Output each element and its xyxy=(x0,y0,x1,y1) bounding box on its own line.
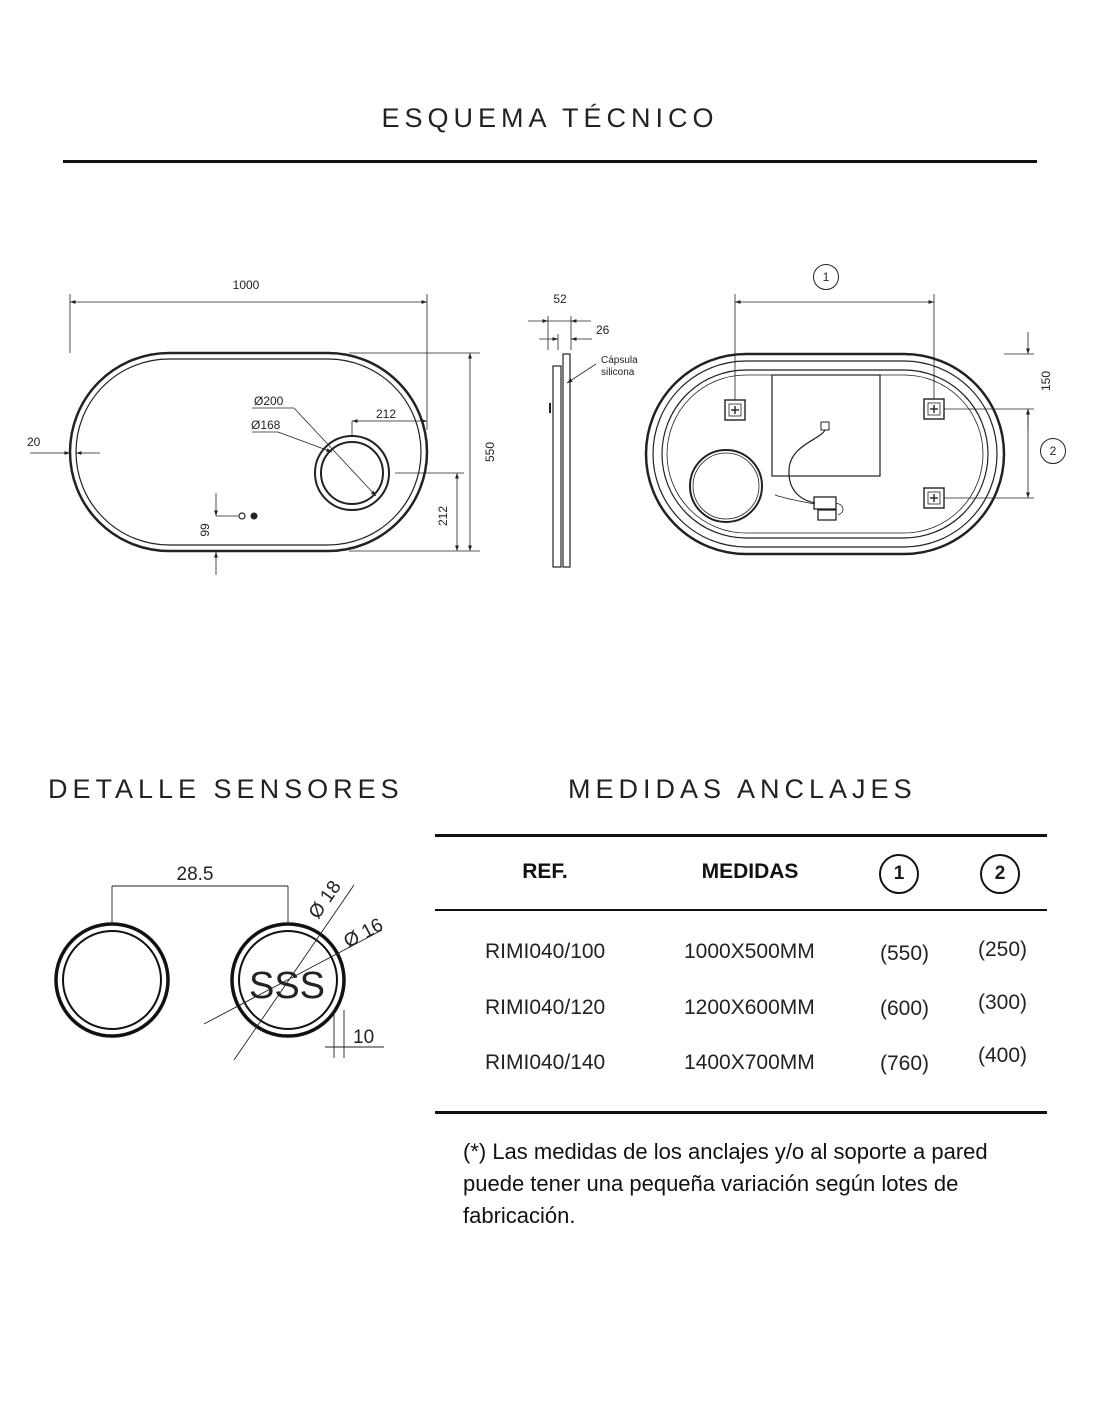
dim-sensor-inner: Ø 16 xyxy=(340,914,387,953)
row-3-v2: (400) xyxy=(978,1044,1028,1067)
dim-offset-x: 212 xyxy=(376,407,397,421)
back-dimension-labels xyxy=(823,270,1057,458)
dim-sensor-gap: 10 xyxy=(353,1027,375,1048)
connector xyxy=(821,422,829,430)
dim-sensor-spacing: 28.5 xyxy=(176,864,214,885)
side-view xyxy=(550,354,570,567)
dim-height: 550 xyxy=(483,441,497,463)
sensor-dimension-labels xyxy=(177,864,387,1048)
mirror-inner-outline xyxy=(76,359,421,545)
side-glass xyxy=(563,354,570,567)
dim-offset-y: 212 xyxy=(436,505,450,527)
sensor-left-inner xyxy=(63,931,161,1029)
header-col-2: 2 xyxy=(980,854,1020,894)
dim-depth-total: 52 xyxy=(553,292,567,306)
cable xyxy=(789,430,825,503)
side-frame xyxy=(553,366,561,567)
dim-sensor-outer: Ø 18 xyxy=(304,877,346,923)
page-title: ESQUEMA TÉCNICO xyxy=(381,103,719,133)
back-view xyxy=(646,354,1004,554)
back-dimensions xyxy=(735,265,1066,499)
dim-magnifier-outer: Ø200 xyxy=(254,394,284,408)
power-box xyxy=(814,497,836,509)
footnote: (*) Las medidas de los anclajes y/o al soporte a pared puede tener una pequeña variación según lotes de fabricación. xyxy=(463,1139,988,1228)
sensors-title: DETALLE SENSORES xyxy=(48,774,404,804)
dim-depth-frame: 26 xyxy=(596,323,610,337)
front-dimensions xyxy=(30,294,480,575)
anchor-bracket-3 xyxy=(924,488,944,508)
sensor-dot-filled xyxy=(251,513,258,520)
dim-magnifier-inner: Ø168 xyxy=(251,418,281,432)
table-bottom-rule xyxy=(435,1111,1047,1114)
row-2-ref: RIMI040/120 xyxy=(485,996,606,1019)
capsule-label-1: Cápsula xyxy=(601,355,638,366)
side-dimensions xyxy=(528,316,596,383)
row-3-medidas: 1400X700MM xyxy=(684,1051,815,1074)
capsule-label-2: silicona xyxy=(601,367,635,378)
back-inner-outline xyxy=(653,361,997,547)
row-2-v1: (600) xyxy=(880,997,930,1020)
row-3-v1: (760) xyxy=(880,1052,930,1075)
header-ref: REF. xyxy=(522,860,568,883)
side-dimension-labels xyxy=(553,292,638,378)
header-col-1: 1 xyxy=(879,854,919,894)
callout-1-label: 1 xyxy=(822,270,830,284)
dim-border: 20 xyxy=(27,435,41,449)
row-1-v1: (550) xyxy=(880,942,930,965)
anchor-bracket-1 xyxy=(725,400,745,420)
dim-sensor-height: 99 xyxy=(198,523,212,537)
sensor-dot-open xyxy=(239,513,245,519)
row-1-ref: RIMI040/100 xyxy=(485,940,606,963)
sensor-label: SSS xyxy=(248,965,326,1007)
callout-2-label: 2 xyxy=(1049,444,1057,458)
back-magnifier xyxy=(690,450,762,522)
magnifier-outer xyxy=(315,436,389,510)
driver-box xyxy=(772,375,880,476)
table-top-rule xyxy=(435,834,1047,837)
row-2-medidas: 1200X600MM xyxy=(684,996,815,1019)
anchor-bracket-2 xyxy=(924,399,944,419)
row-3-ref: RIMI040/140 xyxy=(485,1051,606,1074)
sensor-left-outer xyxy=(56,924,168,1036)
table-header-rule xyxy=(435,909,1047,911)
anchors-title: MEDIDAS ANCLAJES xyxy=(568,774,917,804)
row-2-v2: (300) xyxy=(978,991,1028,1014)
front-view xyxy=(70,353,427,551)
row-1-medidas: 1000X500MM xyxy=(684,940,815,963)
dim-width: 1000 xyxy=(232,278,260,292)
row-1-v2: (250) xyxy=(978,938,1028,961)
back-magnifier-inner xyxy=(693,453,759,519)
dim-top-offset: 150 xyxy=(1039,370,1053,392)
header-medidas: MEDIDAS xyxy=(701,860,799,883)
front-dimension-labels xyxy=(27,278,497,537)
